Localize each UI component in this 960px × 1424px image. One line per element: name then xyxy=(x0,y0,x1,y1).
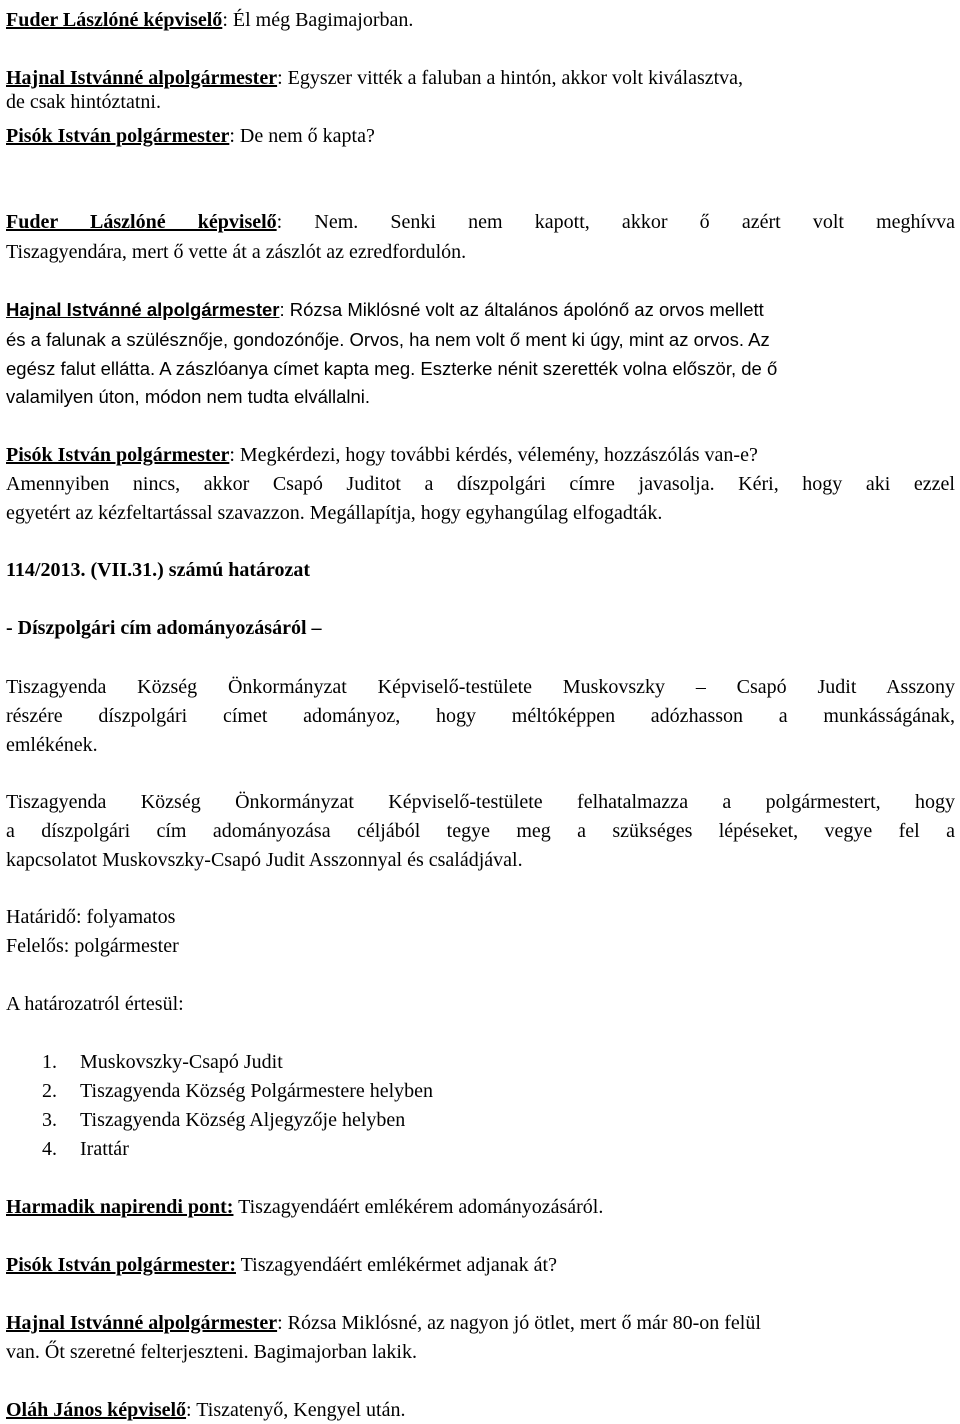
paragraph-9-line-1 xyxy=(6,1311,761,1335)
paragraph-6-line-2: Amennyiben nincs, akkor Csapó Juditot a díszpolgári címre javasolja. Kéri, hogy aki ezzel xyxy=(6,473,955,495)
speaker-name: Hajnal Istvánné alpolgármester xyxy=(6,299,280,320)
paragraph-text: : Tiszatenyő, Kengyel után. xyxy=(186,1399,406,1421)
responsible: Felelős: polgármester xyxy=(6,935,179,957)
paragraph-8 xyxy=(6,1253,557,1277)
resolution-paragraph-2-line-3: kapcsolatot Muskovszky-Csapó Judit Asszonnyal és családjával. xyxy=(6,849,523,871)
list-number: 1. xyxy=(42,1051,57,1073)
speaker-name: Pisók István polgármester xyxy=(6,125,230,147)
speaker-name: Pisók István polgármester xyxy=(6,444,230,466)
paragraph-text: : Nem. Senki nem kapott, akkor ő azért volt meghívva xyxy=(276,211,955,233)
paragraph-6-line-1 xyxy=(6,443,758,467)
list-item: Irattár xyxy=(80,1138,129,1160)
resolution-paragraph-1-line-1: Tiszagyenda Község Önkormányzat Képviselő-testülete Muskovszky – Csapó Judit Asszony xyxy=(6,676,955,698)
speaker-name: Fuder Lászlóné képviselő xyxy=(6,9,223,31)
speaker-name: Oláh János képviselő xyxy=(6,1399,187,1421)
resolution-paragraph-2-line-1: Tiszagyenda Község Önkormányzat Képviselő-testülete felhatalmazza a polgármestert, hogy xyxy=(6,791,955,813)
paragraph-3 xyxy=(6,124,375,148)
paragraph-text: : Egyszer vitték a faluban a hintón, akkor volt kiválasztva, xyxy=(277,67,744,89)
paragraph-4-line-2: Tiszagyendára, mert ő vette át a zászlót az ezredfordulón. xyxy=(6,241,467,263)
speaker-name: Hajnal Istvánné alpolgármester xyxy=(6,67,278,89)
agenda-heading: Harmadik napirendi pont: xyxy=(6,1196,234,1218)
paragraph-text: : Rózsa Miklósné volt az általános ápolónő az orvos mellett xyxy=(279,299,764,320)
list-number: 3. xyxy=(42,1109,57,1131)
paragraph-5-line-2: és a falunak a szülésznője, gondozónője. Orvos, ha nem volt ő ment ki úgy, mint az orvos. Az xyxy=(6,329,770,350)
list-number: 4. xyxy=(42,1138,57,1160)
speaker-name: Fuder Lászlóné képviselő xyxy=(6,211,277,233)
list-number: 2. xyxy=(42,1080,57,1102)
resolution-paragraph-2-line-2: a díszpolgári cím adományozása céljából tegye meg a szükséges lépéseket, vegye fel a xyxy=(6,820,955,842)
agenda-item-3 xyxy=(6,1195,603,1219)
paragraph-2-line-2: de csak hintóztatni. xyxy=(6,91,161,113)
resolution-title: - Díszpolgári cím adományozásáról – xyxy=(6,617,322,639)
resolution-paragraph-1-line-3: emlékének. xyxy=(6,734,98,756)
paragraph-text: : Megkérdezi, hogy további kérdés, vélemény, hozzászólás van-e? xyxy=(229,444,758,466)
speaker-name: Hajnal Istvánné alpolgármester xyxy=(6,1312,278,1334)
paragraph-4-line-1 xyxy=(6,210,955,234)
resolution-number: 114/2013. (VII.31.) számú határozat xyxy=(6,559,311,581)
list-item: Muskovszky-Csapó Judit xyxy=(80,1051,283,1073)
paragraph-6-line-3: egyetért az kézfeltartással szavazzon. Megállapítja, hogy egyhangúlag elfogadták. xyxy=(6,502,663,524)
speaker-name: Pisók István polgármester: xyxy=(6,1254,236,1276)
paragraph-1 xyxy=(6,8,413,32)
paragraph-5-line-1 xyxy=(6,298,764,322)
paragraph-text: : Él még Bagimajorban. xyxy=(222,9,414,31)
list-item: Tiszagyenda Község Polgármestere helyben xyxy=(80,1080,434,1102)
deadline: Határidő: folyamatos xyxy=(6,906,176,928)
paragraph-2-line-1 xyxy=(6,66,743,90)
paragraph-text: : Rózsa Miklósné, az nagyon jó ötlet, mert ő már 80-on felül xyxy=(277,1312,761,1334)
paragraph-5-line-4: valamilyen úton, módon nem tudta elvállalni. xyxy=(6,386,371,407)
paragraph-5-line-3: egész falut ellátta. A zászlóanya címet kapta meg. Eszterke nénit szerették volna először, de ő xyxy=(6,358,778,379)
notify-title: A határozatról értesül: xyxy=(6,993,184,1015)
paragraph-10 xyxy=(6,1398,405,1422)
paragraph-9-line-2: van. Őt szeretné felterjeszteni. Bagimajorban lakik. xyxy=(6,1341,417,1363)
resolution-paragraph-1-line-2: részére díszpolgári címet adományoz, hogy méltóképpen adózhasson a munkásságának, xyxy=(6,705,955,727)
paragraph-text: Tiszagyendáért emlékérmet adjanak át? xyxy=(235,1254,557,1276)
paragraph-text: : De nem ő kapta? xyxy=(229,125,375,147)
paragraph-text: Tiszagyendáért emlékérem adományozásáról. xyxy=(233,1196,604,1218)
list-item: Tiszagyenda Község Aljegyzője helyben xyxy=(80,1109,406,1131)
